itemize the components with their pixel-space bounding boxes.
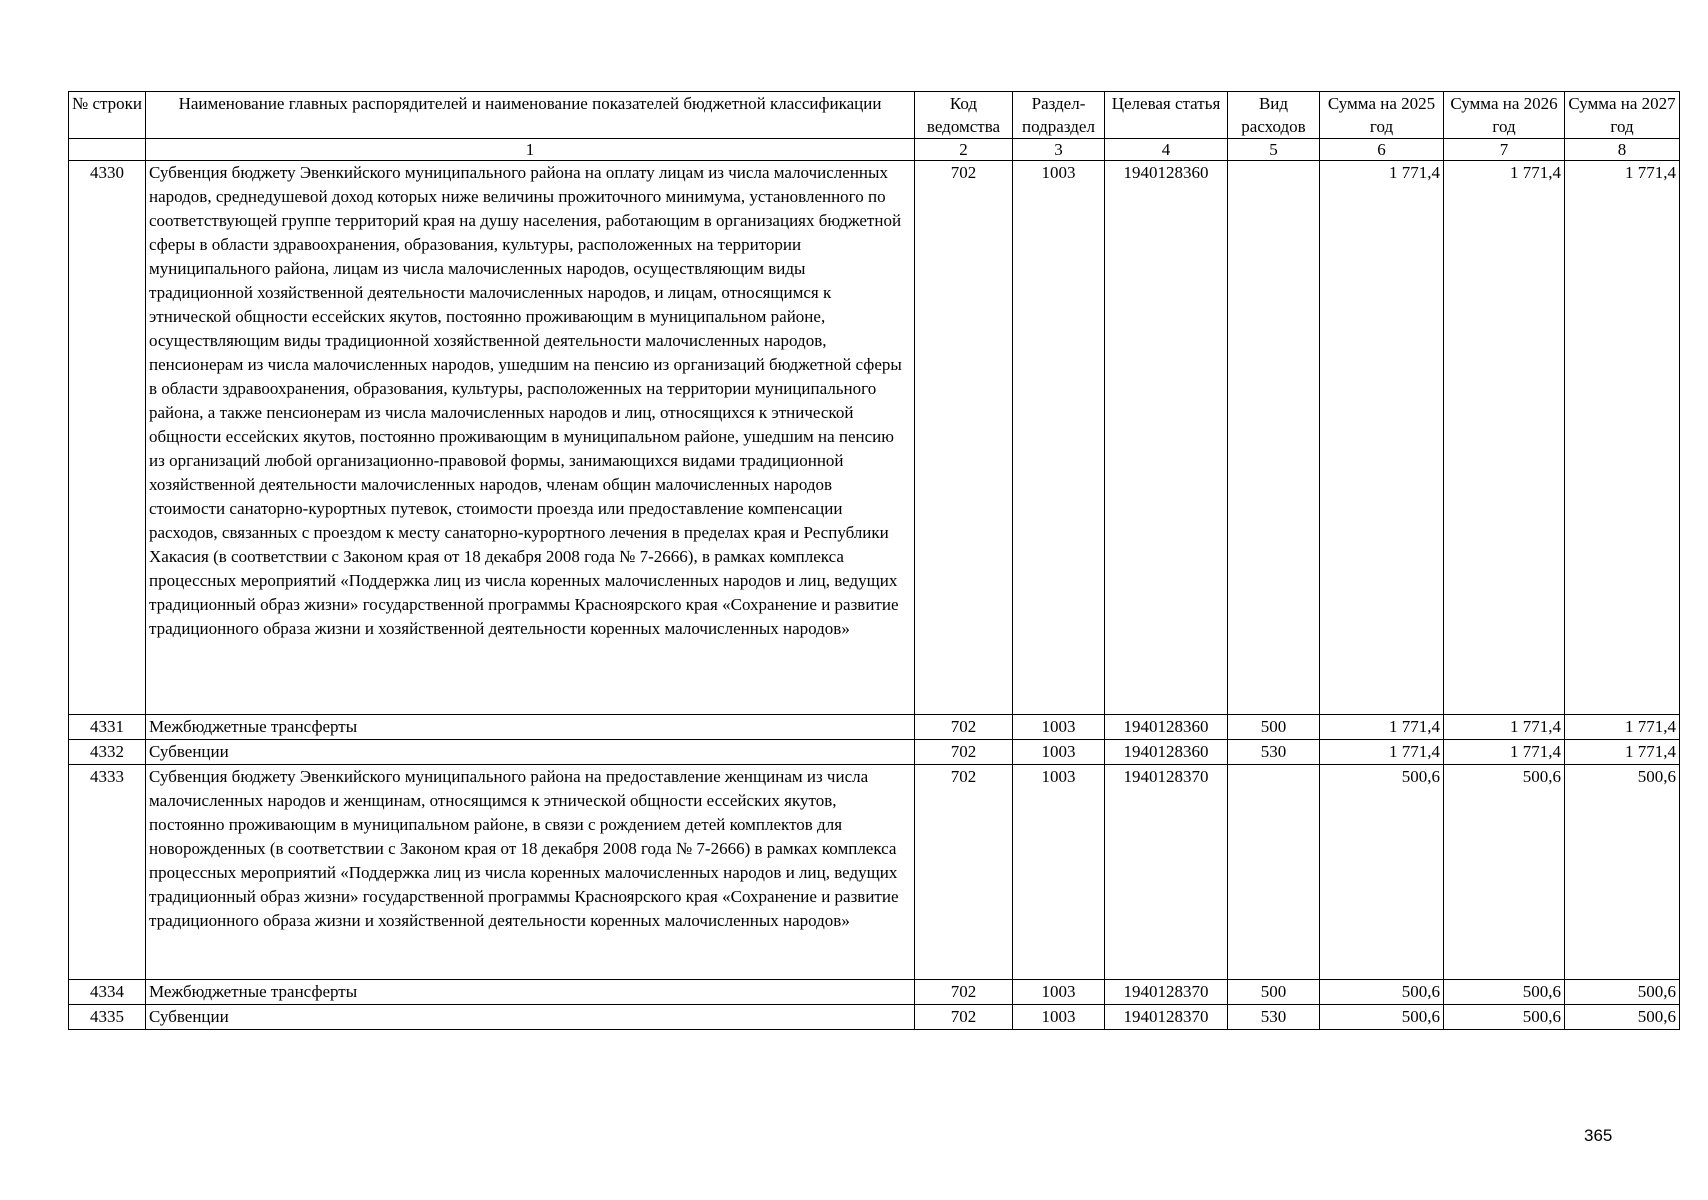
column-number: 4 [1105, 139, 1228, 161]
row-sum-2027: 500,6 [1565, 765, 1680, 980]
row-dept-code: 702 [915, 161, 1013, 715]
column-number: 1 [146, 139, 915, 161]
row-sum-2025: 500,6 [1320, 765, 1444, 980]
row-sum-2026: 1 771,4 [1444, 715, 1565, 740]
row-sum-2025: 500,6 [1320, 980, 1444, 1005]
row-sum-2026: 500,6 [1444, 765, 1565, 980]
row-name: Субвенция бюджету Эвенкийского муниципального района на предоставление женщинам из числа малочисленных народов и женщинам, относящимся к этнической общности ессейских якутов, постоянно проживающим в муниципальном районе, в связи с рождением детей комплектов для новорожденных (в соответствии с Законом края от 18 декабря 2008 года № 7-2666) в рамках комплекса процессных мероприятий «Поддержка лиц из числа коренных малочисленных народов и лиц, ведущих традиционный образ жизни» государственной программы Красноярского края «Сохранение и развитие традиционного образа жизни и хозяйственной деятельности коренных малочисленных народов» [146, 765, 915, 980]
row-number: 4334 [69, 980, 146, 1005]
row-number: 4335 [69, 1005, 146, 1030]
row-sum-2027: 500,6 [1565, 980, 1680, 1005]
row-target-article: 1940128370 [1105, 980, 1228, 1005]
header-dept-code: Код ведомства [915, 92, 1013, 139]
row-sum-2025: 1 771,4 [1320, 161, 1444, 715]
row-dept-code: 702 [915, 740, 1013, 765]
row-sum-2026: 1 771,4 [1444, 161, 1565, 715]
column-number: 7 [1444, 139, 1565, 161]
row-section: 1003 [1013, 740, 1105, 765]
row-name: Межбюджетные трансферты [146, 980, 915, 1005]
row-dept-code: 702 [915, 980, 1013, 1005]
header-expense-type: Вид расходов [1228, 92, 1320, 139]
row-number: 4330 [69, 161, 146, 715]
row-target-article: 1940128360 [1105, 740, 1228, 765]
row-sum-2025: 1 771,4 [1320, 715, 1444, 740]
table-row [69, 715, 1680, 740]
column-number: 6 [1320, 139, 1444, 161]
row-expense-type: 500 [1228, 980, 1320, 1005]
row-section: 1003 [1013, 1005, 1105, 1030]
row-sum-2027: 1 771,4 [1565, 161, 1680, 715]
header-sum-2025: Сумма на 2025 год [1320, 92, 1444, 139]
header-row-number: № строки [69, 92, 146, 139]
row-sum-2025: 1 771,4 [1320, 740, 1444, 765]
row-dept-code: 702 [915, 765, 1013, 980]
row-sum-2027: 1 771,4 [1565, 715, 1680, 740]
row-number: 4331 [69, 715, 146, 740]
header-sum-2026: Сумма на 2026 год [1444, 92, 1565, 139]
row-section: 1003 [1013, 980, 1105, 1005]
row-dept-code: 702 [915, 715, 1013, 740]
row-target-article: 1940128370 [1105, 1005, 1228, 1030]
row-target-article: 1940128370 [1105, 765, 1228, 980]
header-target-article: Целевая статья [1105, 92, 1228, 139]
header-row [69, 92, 1680, 139]
row-sum-2027: 1 771,4 [1565, 740, 1680, 765]
row-expense-type: 530 [1228, 1005, 1320, 1030]
column-number-blank [69, 139, 146, 161]
row-name: Межбюджетные трансферты [146, 715, 915, 740]
header-name: Наименование главных распорядителей и наименование показателей бюджетной классификации [146, 92, 915, 139]
row-name: Субвенция бюджету Эвенкийского муниципального района на оплату лицам из числа малочисленных народов, среднедушевой доход которых ниже величины прожиточного минимума, установленного по соответствующей группе территорий края на душу населения, работающим в организациях бюджетной сферы в области здравоохранения, образования, культуры, расположенных на территории муниципального района, лицам из числа малочисленных народов, осуществляющим виды традиционной хозяйственной деятельности малочисленных народов, и лицам, относящимся к этнической общности ессейских якутов, постоянно проживающим в муниципальном районе, осуществляющим виды традиционной хозяйственной деятельности малочисленных народов, пенсионерам из числа малочисленных народов, ушедшим на пенсию из организаций бюджетной сферы в области здравоохранения, образования, культуры, расположенных на территории муниципального района, а также пенсионерам из числа малочисленных народов и лиц, относящихся к этнической общности ессейских якутов, постоянно проживающим в муниципальном районе, ушедшим на пенсию из организаций любой организационно-правовой формы, занимающихся видами традиционной хозяйственной деятельности малочисленных народов, членам общин малочисленных народов стоимости санаторно-курортных путевок, стоимости проезда или предоставление компенсации расходов, связанных с проездом к месту санаторно-курортного лечения в пределах края и Республики Хакасия (в соответствии с Законом края от 18 декабря 2008 года № 7-2666), в рамках комплекса процессных мероприятий «Поддержка лиц из числа коренных малочисленных народов и лиц, ведущих традиционный образ жизни» государственной программы Красноярского края «Сохранение и развитие традиционного образа жизни и хозяйственной деятельности коренных малочисленных народов» [146, 161, 915, 715]
budget-table [68, 91, 1680, 1030]
row-expense-type [1228, 765, 1320, 980]
row-section: 1003 [1013, 161, 1105, 715]
row-sum-2026: 500,6 [1444, 1005, 1565, 1030]
row-dept-code: 702 [915, 1005, 1013, 1030]
table-row [69, 980, 1680, 1005]
row-sum-2027: 500,6 [1565, 1005, 1680, 1030]
row-sum-2025: 500,6 [1320, 1005, 1444, 1030]
column-number: 3 [1013, 139, 1105, 161]
row-expense-type [1228, 161, 1320, 715]
column-number: 8 [1565, 139, 1680, 161]
column-number: 2 [915, 139, 1013, 161]
row-target-article: 1940128360 [1105, 161, 1228, 715]
page-number: 365 [1584, 1126, 1613, 1145]
table-row [69, 740, 1680, 765]
row-number: 4332 [69, 740, 146, 765]
row-name: Субвенции [146, 740, 915, 765]
header-sum-2027: Сумма на 2027 год [1565, 92, 1680, 139]
column-number: 5 [1228, 139, 1320, 161]
row-section: 1003 [1013, 765, 1105, 980]
row-sum-2026: 500,6 [1444, 980, 1565, 1005]
header-section: Раздел-подраздел [1013, 92, 1105, 139]
table-row [69, 1005, 1680, 1030]
row-expense-type: 530 [1228, 740, 1320, 765]
row-section: 1003 [1013, 715, 1105, 740]
row-number: 4333 [69, 765, 146, 980]
row-name: Субвенции [146, 1005, 915, 1030]
column-number-row [69, 139, 1680, 161]
row-expense-type: 500 [1228, 715, 1320, 740]
table-row [69, 765, 1680, 980]
row-sum-2026: 1 771,4 [1444, 740, 1565, 765]
row-target-article: 1940128360 [1105, 715, 1228, 740]
table-row [69, 161, 1680, 715]
